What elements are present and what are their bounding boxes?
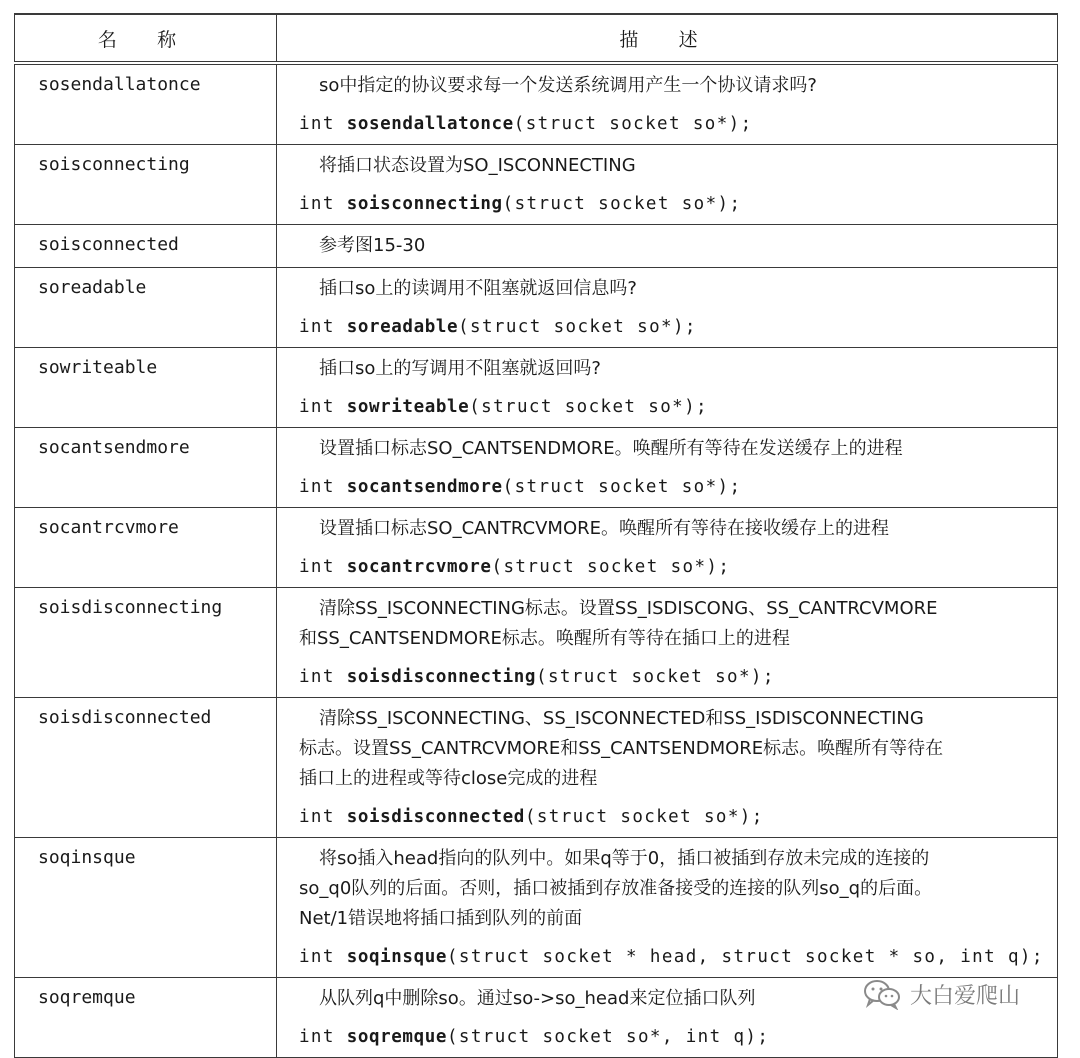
function-prototype: int soisconnecting(struct socket so*); <box>299 194 742 214</box>
description-line: 从队列q中删除so。通过so->so_head来定位插口队列 <box>319 988 756 1009</box>
function-name: soisconnected <box>15 225 277 268</box>
function-name: soisdisconnecting <box>15 588 277 698</box>
function-prototype: int socantsendmore(struct socket so*); <box>299 477 742 497</box>
description-line: 插口上的进程或等待close完成的进程 <box>299 768 598 789</box>
function-name: soreadable <box>15 268 277 348</box>
function-description <box>277 63 1058 145</box>
function-name: soisdisconnected <box>15 698 277 838</box>
table-row <box>15 268 1058 348</box>
description-line: so_q0队列的后面。否则，插口被插到存放准备接受的连接的队列so_q的后面。 <box>299 878 933 899</box>
description-line: 将插口状态设置为SO_ISCONNECTING <box>319 155 636 176</box>
function-description <box>277 588 1058 698</box>
function-description <box>277 698 1058 838</box>
description-line: 插口so上的写调用不阻塞就返回吗? <box>319 358 601 379</box>
api-table <box>14 13 1058 1058</box>
description-line: 设置插口标志SO_CANTRCVMORE。唤醒所有等待在接收缓存上的进程 <box>319 518 890 539</box>
function-description <box>277 838 1058 978</box>
description-line: 将so插入head指向的队列中。如果q等于0，插口被插到存放未完成的连接的 <box>319 848 930 869</box>
function-prototype: int soreadable(struct socket so*); <box>299 317 697 337</box>
function-description <box>277 348 1058 428</box>
function-prototype: int soisdisconnected(struct socket so*); <box>299 807 764 827</box>
header-name: 名 称 <box>15 14 277 63</box>
function-name: socantrcvmore <box>15 508 277 588</box>
wechat-icon <box>862 978 902 1010</box>
header-row <box>15 14 1058 63</box>
function-name: sowriteable <box>15 348 277 428</box>
description-line: 设置插口标志SO_CANTSENDMORE。唤醒所有等待在发送缓存上的进程 <box>319 438 903 459</box>
description-line: 参考图15-30 <box>319 235 426 256</box>
description-line: 插口so上的读调用不阻塞就返回信息吗? <box>319 278 637 299</box>
description-line: Net/1错误地将插口插到队列的前面 <box>299 908 583 929</box>
table-row <box>15 508 1058 588</box>
table-row <box>15 428 1058 508</box>
function-prototype: int soisdisconnecting(struct socket so*); <box>299 667 775 687</box>
description-line: 和SS_CANTSENDMORE标志。唤醒所有等待在插口上的进程 <box>299 628 790 649</box>
table-row <box>15 225 1058 268</box>
table-row <box>15 698 1058 838</box>
function-prototype: int sosendallatonce(struct socket so*); <box>299 114 753 134</box>
function-description <box>277 428 1058 508</box>
function-name: soqremque <box>15 978 277 1058</box>
watermark <box>862 978 1020 1010</box>
function-name: soisconnecting <box>15 145 277 225</box>
description-line: 清除SS_ISCONNECTING标志。设置SS_ISDISCONG、SS_CANTRCVMORE <box>319 598 938 619</box>
table-row <box>15 145 1058 225</box>
description-line: 清除SS_ISCONNECTING、SS_ISCONNECTED和SS_ISDISCONNECTING <box>319 708 924 729</box>
watermark-text: 大白爱爬山 <box>910 983 1021 1009</box>
table-row <box>15 63 1058 145</box>
function-name: socantsendmore <box>15 428 277 508</box>
function-description <box>277 268 1058 348</box>
table-row <box>15 588 1058 698</box>
function-prototype: int soqremque(struct socket so*, int q); <box>299 1027 770 1047</box>
function-description <box>277 508 1058 588</box>
function-prototype: int socantrcvmore(struct socket so*); <box>299 557 731 577</box>
table-row <box>15 838 1058 978</box>
header-desc: 描 述 <box>277 14 1058 63</box>
function-description <box>277 145 1058 225</box>
function-description <box>277 225 1058 268</box>
function-name: sosendallatonce <box>15 63 277 145</box>
table-row <box>15 348 1058 428</box>
function-prototype: int soqinsque(struct socket * head, struct socket * so, int q); <box>299 947 1044 967</box>
function-prototype: int sowriteable(struct socket so*); <box>299 397 708 417</box>
function-name: soqinsque <box>15 838 277 978</box>
description-line: so中指定的协议要求每一个发送系统调用产生一个协议请求吗? <box>319 75 817 96</box>
description-line: 标志。设置SS_CANTRCVMORE和SS_CANTSENDMORE标志。唤醒所有等待在 <box>299 738 944 759</box>
